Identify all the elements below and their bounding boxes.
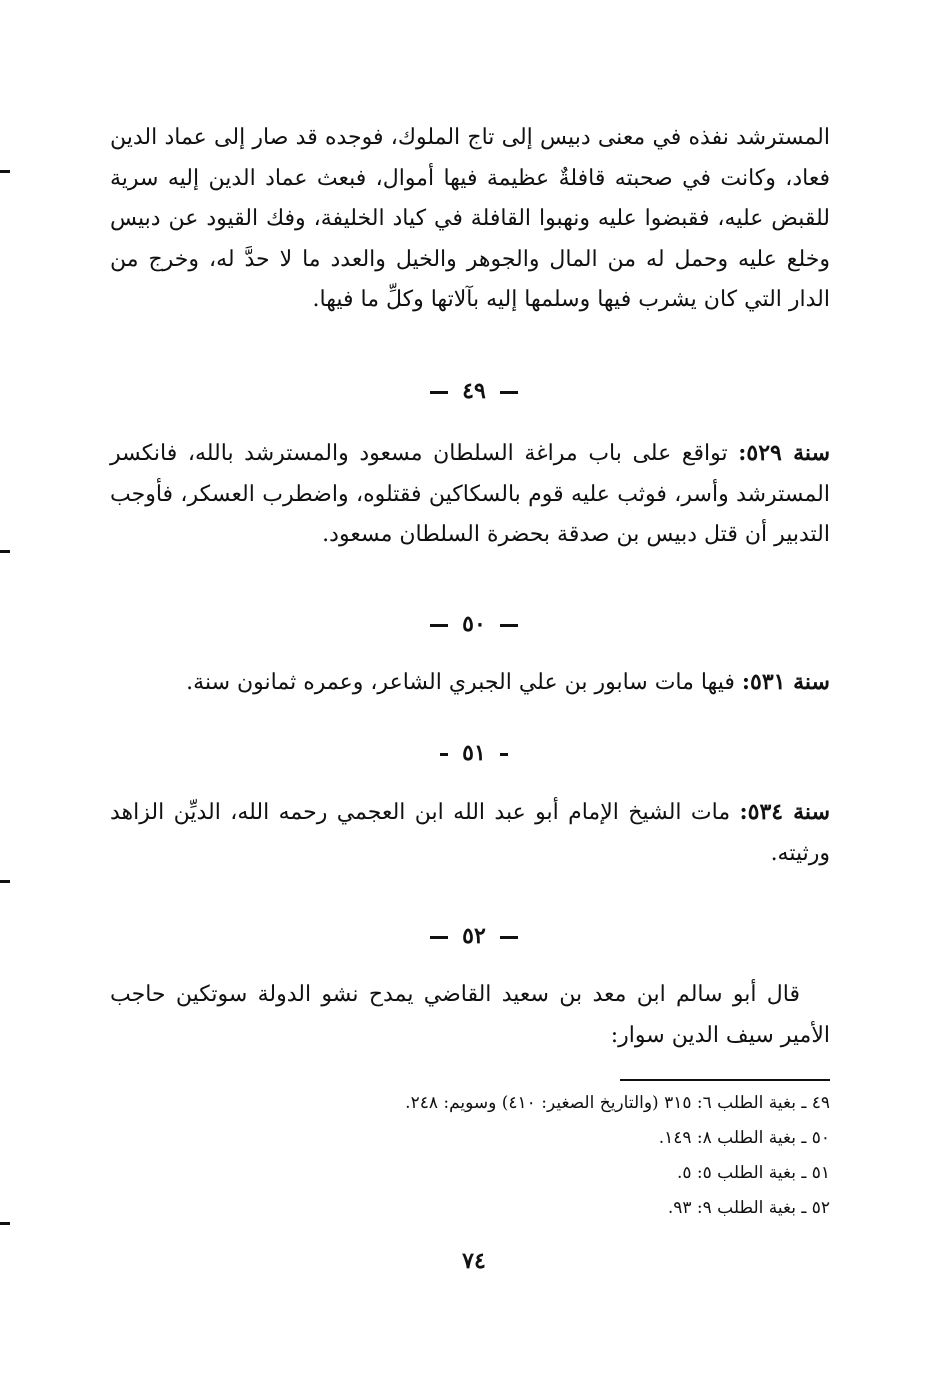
footnote-51: ٥١ ـ بغية الطلب ٥: ٥. (676, 1163, 830, 1183)
paragraph-continuation: المسترشد نفذه في معنى دبيس إلى تاج الملوك، فوجده قد صار إلى عماد الدين فعاد، وكانت في صحبته قافلةٌ عظيمة فيها أموال، فبعث عماد الدين إليه سرية للقبض عليه، فقبضوا عليه ونهبوا القافلة في كياد الخليفة، وفك القيود عن دبيس وخلع عليه وحمل له من المال والجوهر والخيل والعدد ما لا حدَّ له، وخرج من الدار التي كان يشرب فيها وسلمها إليه بآلاتها وكلِّ ما فيها. (110, 125, 830, 312)
edge-mark (0, 550, 10, 553)
entry-51-paragraph (110, 792, 830, 874)
entry-49-paragraph (110, 433, 830, 556)
edge-mark (0, 880, 10, 883)
footnotes (110, 1086, 830, 1226)
entry-49-text: تواقع على باب مراغة السلطان مسعود والمسترشد بالله، فانكسر المسترشد وأسر، فوثب عليه قوم بالسكاكين فقتلوه، واضطرب العسكر، فأوجب التدبير أن قتل دبيس بن صدقة بحضرة السلطان مسعود. (110, 441, 830, 547)
dash-left (430, 391, 448, 394)
entry-50-paragraph (110, 662, 830, 704)
footnote-50: ٥٠ ـ بغية الطلب ٨: ١٤٩. (658, 1128, 830, 1148)
dash-right (500, 391, 518, 394)
footnote-52: ٥٢ ـ بغية الطلب ٩: ٩٣. (667, 1198, 830, 1218)
entry-51-year: سنة ٥٣٤: (739, 799, 831, 825)
footnote-49: ٤٩ ـ بغية الطلب ٦: ٣١٥ (والتاريخ الصغير: ٤١٠) وسويم: ٢٤٨. (405, 1093, 830, 1113)
footnote-separator (620, 1079, 830, 1081)
entry-number-52: ٥٢ (0, 923, 948, 949)
page-number: ٧٤ (462, 1248, 486, 1274)
entry-50-text: فيها مات سابور بن علي الجبري الشاعر، وعمره ثمانون سنة. (186, 670, 735, 695)
entry-52-paragraph: قال أبو سالم ابن معد بن سعيد القاضي يمدح نشو الدولة سوتكين حاجب الأمير سيف الدين سوار: (110, 982, 830, 1048)
entry-number-49: ٤٩ (0, 378, 948, 404)
entry-49-year: سنة ٥٢٩: (738, 440, 831, 466)
entry-50-year: سنة ٥٣١: (741, 669, 830, 695)
edge-mark (0, 1222, 10, 1225)
entry-51-text: مات الشيخ الإمام أبو عبد الله ابن العجمي رحمه الله، الديِّن الزاهد ورثيته. (110, 800, 830, 866)
entry-number-51: ٥١ (0, 740, 948, 766)
edge-mark (0, 170, 10, 173)
entry-number-50: ٥٠ (0, 611, 948, 637)
